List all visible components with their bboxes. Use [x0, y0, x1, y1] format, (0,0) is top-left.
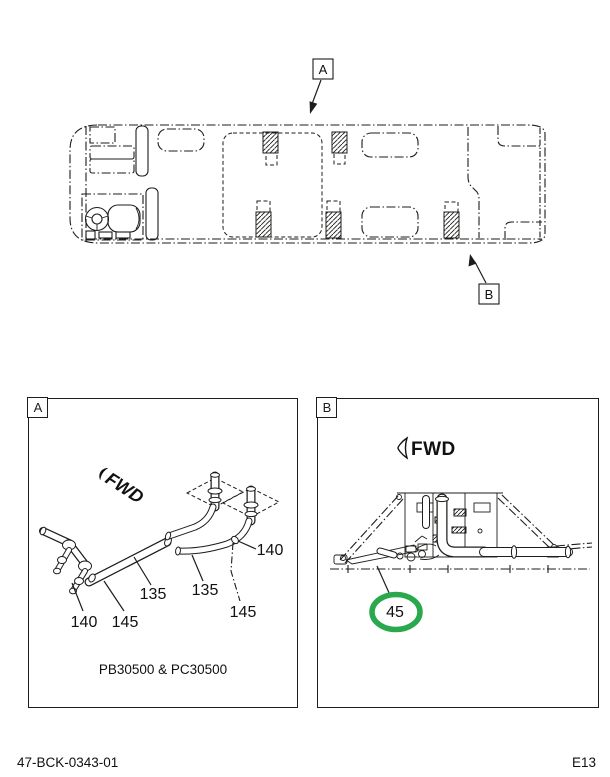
detail-panel-b [317, 398, 599, 708]
part-label-140-left: 140 [70, 614, 98, 631]
svg-text:FWD: FWD [411, 439, 456, 460]
ground-line [330, 565, 590, 573]
doc-number: 47-BCK-0343-01 [17, 755, 119, 770]
page-footer [0, 755, 610, 773]
fwd-arrow-icon [398, 438, 407, 458]
panel-a-tag: A [27, 397, 48, 418]
bus-floor-plan-drawing [0, 0, 610, 340]
heater-units [256, 132, 459, 238]
svg-text:FWD: FWD [102, 468, 148, 508]
fwd-indicator-b [398, 438, 456, 460]
fitting-cluster [346, 536, 439, 564]
pipes [426, 496, 571, 558]
part-label-135-right: 135 [191, 582, 219, 599]
fwd-indicator-a [95, 464, 147, 508]
panel-a-caption: PB30500 & PC30500 [98, 662, 228, 677]
part-label-145-right: 145 [229, 604, 257, 621]
arrowhead-b [469, 254, 477, 267]
part-callout-45: 45 [386, 604, 404, 621]
callout-b [469, 254, 500, 304]
callout-a [310, 59, 333, 114]
page-code: E13 [571, 755, 596, 770]
callout-b-letter: B [484, 287, 494, 302]
steering-wheel [86, 208, 109, 231]
panel-b-tag: B [316, 397, 337, 418]
detail-panel-a [28, 398, 298, 708]
panel-b-drawing [318, 399, 595, 704]
bus-outline [70, 125, 545, 243]
part-label-145-left: 145 [111, 614, 139, 631]
arrowhead-a [310, 101, 318, 114]
panel-a-drawing [29, 399, 294, 704]
part-label-135-left: 135 [139, 586, 167, 603]
callout-a-letter: A [318, 62, 328, 77]
part-label-140-right: 140 [256, 542, 284, 559]
